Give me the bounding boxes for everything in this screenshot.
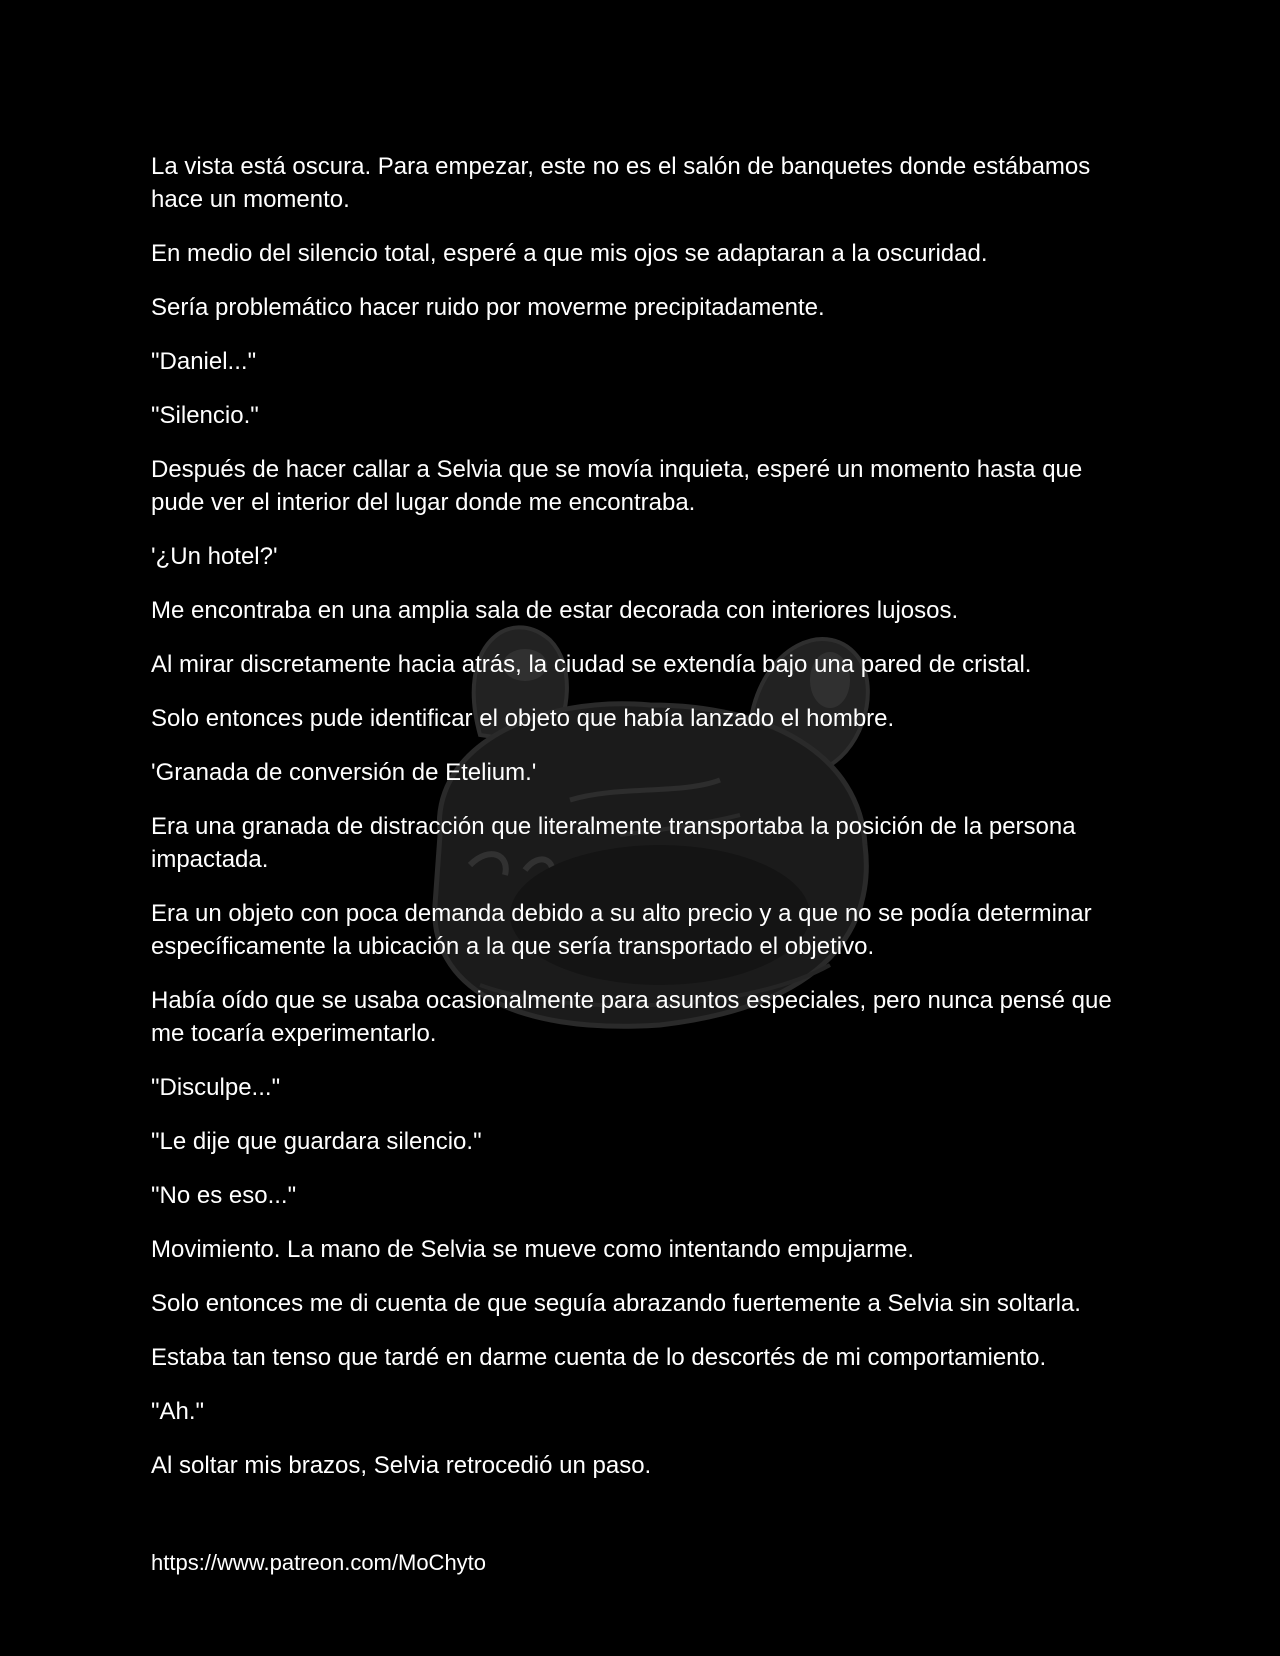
paragraph: La vista está oscura. Para empezar, este no es el salón de banquetes donde estábamos hace un momento.	[151, 153, 1091, 213]
paragraph: Solo entonces pude identificar el objeto que había lanzado el hombre.	[151, 705, 895, 732]
paragraph: "Disculpe..."	[151, 1074, 281, 1101]
paragraph: En medio del silencio total, esperé a que mis ojos se adaptaran a la oscuridad.	[151, 240, 988, 267]
paragraph: Después de hacer callar a Selvia que se movía inquieta, esperé un momento hasta que pude ver el interior del lugar donde me encontraba.	[151, 456, 1083, 516]
document-body	[151, 150, 1141, 1503]
paragraph: Al mirar discretamente hacia atrás, la ciudad se extendía bajo una pared de cristal.	[151, 651, 1032, 678]
paragraph: Sería problemático hacer ruido por moverme precipitadamente.	[151, 294, 825, 321]
patreon-link[interactable]: https://www.patreon.com/MoChyto	[151, 1550, 487, 1575]
paragraph: "Daniel..."	[151, 348, 257, 375]
paragraph: Solo entonces me di cuenta de que seguía abrazando fuertemente a Selvia sin soltarla.	[151, 1290, 1081, 1317]
paragraph: Movimiento. La mano de Selvia se mueve como intentando empujarme.	[151, 1236, 915, 1263]
paragraph: Estaba tan tenso que tardé en darme cuenta de lo descortés de mi comportamiento.	[151, 1344, 1047, 1371]
paragraph: "Ah."	[151, 1398, 205, 1425]
paragraph: "No es eso..."	[151, 1182, 297, 1209]
paragraph: Me encontraba en una amplia sala de estar decorada con interiores lujosos.	[151, 597, 959, 624]
paragraph: Al soltar mis brazos, Selvia retrocedió un paso.	[151, 1452, 652, 1479]
paragraph: Era un objeto con poca demanda debido a su alto precio y a que no se podía determinar específicamente la ubicación a la que sería transportado el objetivo.	[151, 900, 1092, 960]
paragraph: Había oído que se usaba ocasionalmente para asuntos especiales, pero nunca pensé que me tocaría experimentarlo.	[151, 987, 1112, 1047]
paragraph: Era una granada de distracción que literalmente transportaba la posición de la persona impactada.	[151, 813, 1076, 873]
paragraph: "Le dije que guardara silencio."	[151, 1128, 482, 1155]
paragraph: 'Granada de conversión de Etelium.'	[151, 759, 537, 786]
paragraph: '¿Un hotel?'	[151, 543, 278, 570]
paragraph: "Silencio."	[151, 402, 259, 429]
